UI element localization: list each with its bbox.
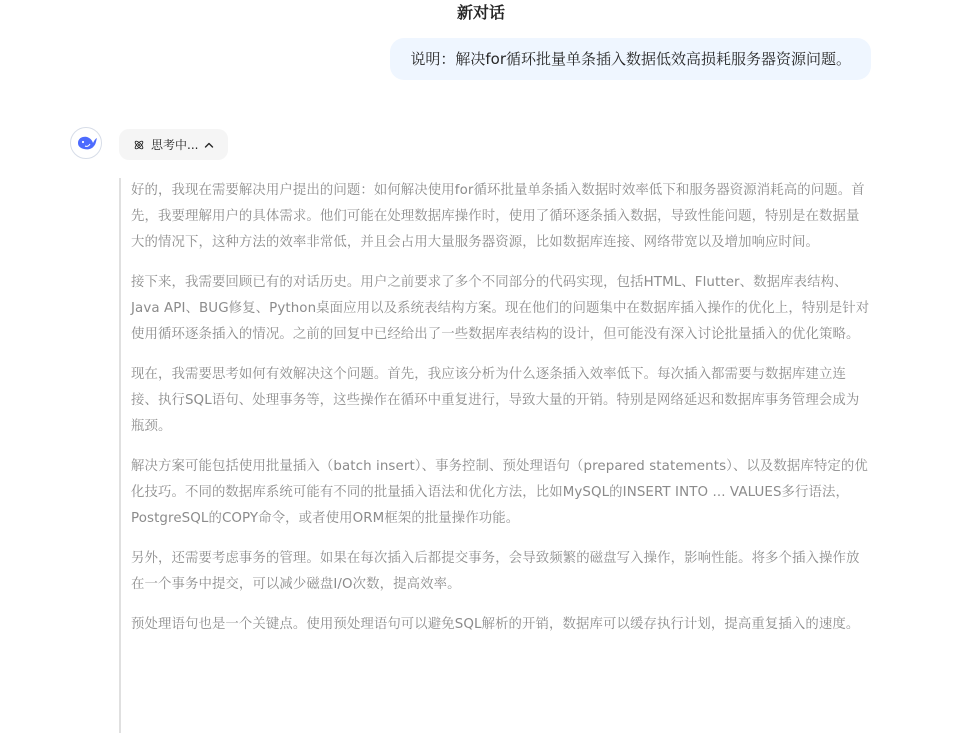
whale-logo-icon (76, 134, 98, 152)
thinking-paragraph: 另外，还需要考虑事务的管理。如果在每次插入后都提交事务，会导致频繁的磁盘写入操作，影响性能。将多个插入操作放在一个事务中提交，可以减少磁盘I/O次数，提高效率。 (131, 551, 860, 592)
thinking-paragraph: 好的，我现在需要解决用户提出的问题：如何解决使用for循环批量单条插入数据时效率低下和服务器资源消耗高的问题。首先，我要理解用户的具体需求。他们可能在处理数据库操作时，使用了循环逐条插入数据，导致性能问题，特别是在数据量大的情况下，这种方法的效率非常低，并且会占用大量服务器资源，比如数据库连接、网络带宽以及增加响应时间。 (131, 183, 865, 250)
user-message-bubble: 说明：解决for循环批量单条插入数据低效高损耗服务器资源问题。 (390, 38, 871, 80)
thinking-paragraph: 预处理语句也是一个关键点。使用预处理语句可以避免SQL解析的开销，数据库可以缓存执行计划，提高重复插入的速度。 (131, 617, 860, 632)
thinking-toggle-button[interactable] (119, 129, 228, 160)
chevron-up-icon (204, 140, 214, 150)
thinking-paragraph: 接下来，我需要回顾已有的对话历史。用户之前要求了多个不同部分的代码实现，包括HTML、Flutter、数据库表结构、Java API、BUG修复、Python桌面应用以及系统表结构方案。现在他们的问题集中在数据库插入操作的优化上，特别是针对使用循环逐条插入的情况。之前的回复中已经给出了一些数据库表结构的设计，但可能没有深入讨论批量插入的优化策略。 (131, 275, 870, 342)
thinking-toggle-label: 思考中... (151, 138, 199, 152)
thinking-content (119, 178, 871, 733)
atom-icon (133, 139, 145, 151)
assistant-avatar (70, 127, 102, 159)
thinking-paragraph: 解决方案可能包括使用批量插入（batch insert）、事务控制、预处理语句（prepared statements）、以及数据库特定的优化技巧。不同的数据库系统可能有不同的批量插入语法和优化方法，比如MySQL的INSERT INTO ... VALUES多行语法，PostgreSQL的COPY命令，或者使用ORM框架的批量操作功能。 (131, 459, 868, 526)
page-title: 新对话 (456, 3, 505, 22)
thinking-paragraph: 现在，我需要思考如何有效解决这个问题。首先，我应该分析为什么逐条插入效率低下。每次插入都需要与数据库建立连接、执行SQL语句、处理事务等，这些操作在循环中重复进行，导致大量的开销。特别是网络延迟和数据库事务管理会成为瓶颈。 (131, 367, 860, 434)
